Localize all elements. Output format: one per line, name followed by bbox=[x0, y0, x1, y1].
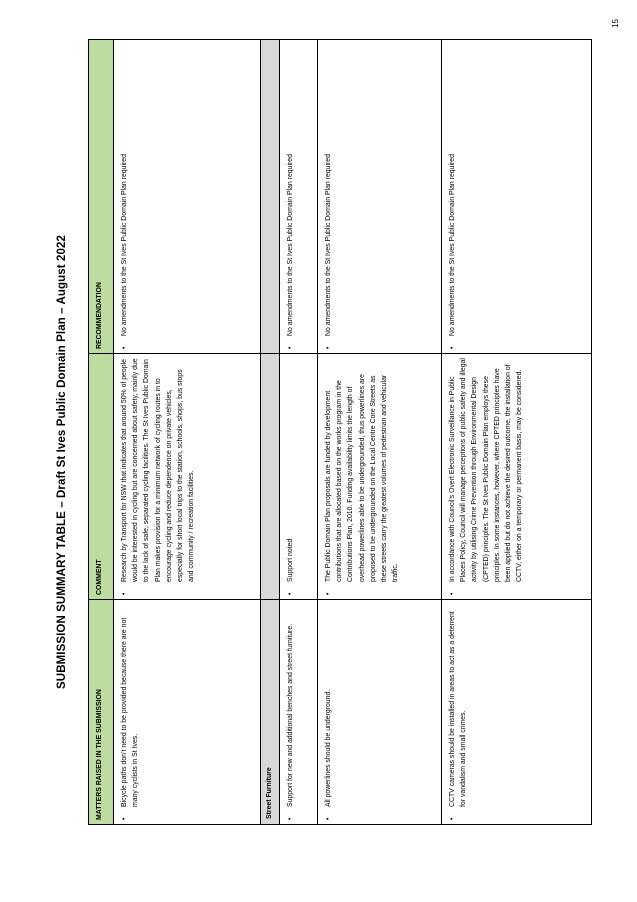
table-row bbox=[318, 40, 442, 825]
recommendation-cell bbox=[318, 40, 442, 354]
comment-cell bbox=[318, 354, 442, 600]
matter-text: CCTV cameras should be installed in areas to act as a deterrent for vandalism and small crimes. bbox=[449, 611, 468, 807]
comment-cell bbox=[114, 354, 261, 600]
bullet-icon: • bbox=[449, 817, 456, 820]
matter-cell bbox=[442, 600, 592, 825]
comment-text: Research by Transport for NSW that indicates that around 50% of people would be interested in cycling but are concerned about safety, mainly due to the lack of safe, separated cycling facilities. The St Ives Public Domain Plan makes provision for a minimum network of cycling routes in to encourage cycling and reduce dependence on private vehicles, especially for short local trips to the station, schools, shops, bus stops and community / recreation facilities. bbox=[121, 358, 196, 582]
section-row-street-furniture bbox=[261, 40, 280, 825]
bullet-icon: • bbox=[287, 346, 294, 349]
page-title: SUBMISSION SUMMARY TABLE – Draft St Ives Public Domain Plan – August 2022 bbox=[56, 235, 68, 689]
rotated-page bbox=[0, 22, 637, 902]
bullet-icon: • bbox=[121, 592, 128, 595]
recommendation-cell bbox=[442, 40, 592, 354]
submission-summary-table bbox=[88, 39, 592, 825]
comment-text: The Public Domain Plan proposals are funded by development contributions that are allocated based on the works program in the Contributions Plan, 2010. Funding availability limits the length of overhead powerlines able to be undergrounded, thus powerlines are proposed to be undergrounded on the Local Centre Core Streets as these streets carry the greatest volumes of pedestrian and vehicular traffic. bbox=[325, 373, 400, 582]
bullet-icon: • bbox=[121, 346, 128, 349]
recommendation-cell bbox=[280, 40, 318, 354]
comment-text: Support noted bbox=[287, 538, 294, 582]
recommendation-text: No amendments to the St Ives Public Domain Plan required bbox=[325, 154, 332, 336]
recommendation-cell bbox=[114, 40, 261, 354]
bullet-icon: • bbox=[325, 592, 332, 595]
recommendation-text: No amendments to the St Ives Public Domain Plan required bbox=[449, 154, 456, 336]
comment-cell bbox=[442, 354, 592, 600]
bullet-icon: • bbox=[287, 817, 294, 820]
matter-text: Bicycle paths don’t need to be provided because there are not many cyclists in St Ives. bbox=[121, 617, 140, 807]
bullet-icon: • bbox=[121, 817, 128, 820]
comment-cell bbox=[280, 354, 318, 600]
recommendation-header: RECOMMENDATION bbox=[89, 40, 114, 354]
table-header-row bbox=[89, 40, 114, 825]
table-row bbox=[442, 40, 592, 825]
bullet-icon: • bbox=[449, 346, 456, 349]
table-row bbox=[280, 40, 318, 825]
page-number: 15 bbox=[611, 19, 620, 28]
bullet-icon: • bbox=[449, 592, 456, 595]
bullet-icon: • bbox=[325, 817, 332, 820]
comment-header: COMMENT bbox=[89, 354, 114, 600]
bullet-icon: • bbox=[325, 346, 332, 349]
bullet-icon: • bbox=[287, 592, 294, 595]
recommendation-text: No amendments to the St Ives Public Domain Plan required bbox=[121, 154, 128, 336]
matters-header: MATTERS RAISED IN THE SUBMISSION bbox=[89, 600, 114, 825]
matter-cell bbox=[280, 600, 318, 825]
recommendation-text: No amendments to the St Ives Public Domain Plan required bbox=[287, 154, 294, 336]
matter-text: Support for new and additional benches and street furniture. bbox=[287, 623, 294, 807]
matter-text: All powerlines should be underground. bbox=[325, 689, 332, 807]
comment-text: In accordance with Council’s Overt Electronic Surveillance in Public Places Policy, Council will manage perceptions of public safety and illegal activity by utilising Crime Prevention through Environmental Design (CPTED) principles. The St Ives Public Domain Plan employs these principles. In some instances, however, where CPTED principles have been applied but do not achieve the desired outcome, the installation of CCTV, either on a temporary or permanent basis, may be considered. bbox=[449, 358, 524, 582]
section-title: Street Furniture bbox=[261, 600, 280, 825]
matter-cell bbox=[114, 600, 261, 825]
matter-cell bbox=[318, 600, 442, 825]
table-row bbox=[114, 40, 261, 825]
